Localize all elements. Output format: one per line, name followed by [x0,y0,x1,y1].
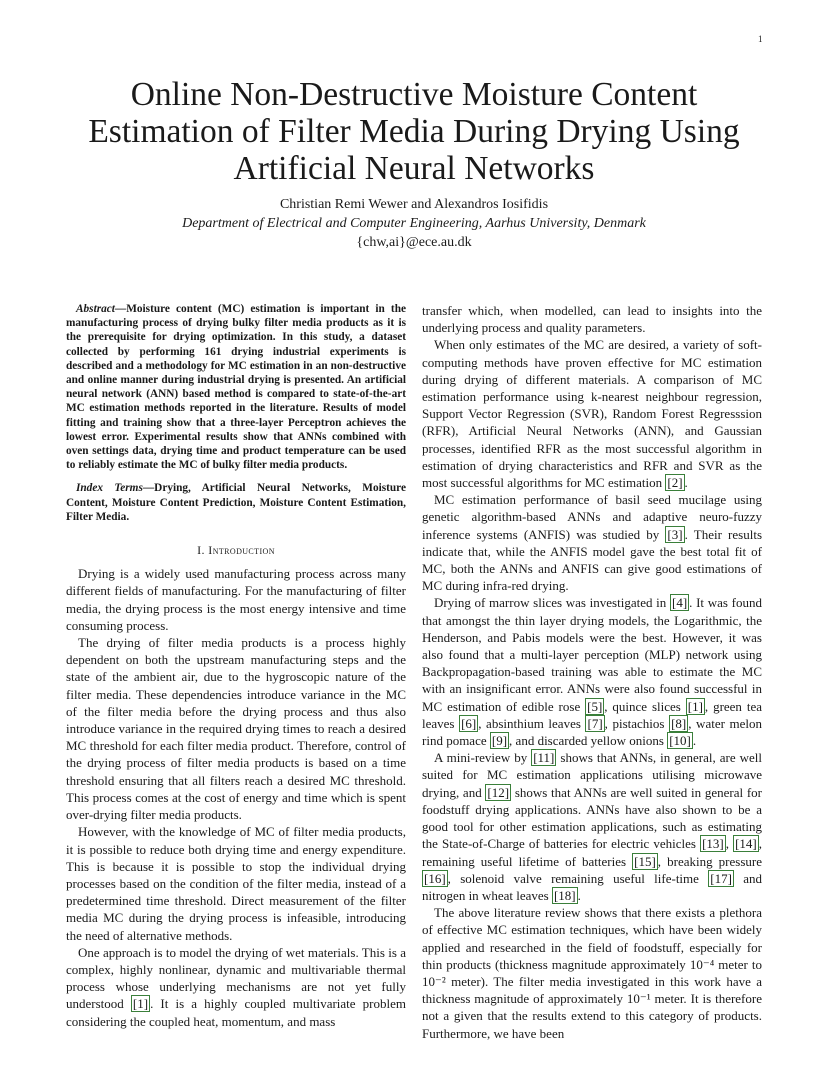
affiliation: Department of Electrical and Computer Engineering, Aarhus University, Denmark [182,216,646,231]
abstract-label: Abstract [76,303,115,315]
text-run: , and discarded yellow onions [509,733,668,749]
index-terms-label: Index Terms [76,482,143,495]
text-run: , breaking pressure [657,853,762,869]
text-run: A mini-review by [434,750,532,766]
index-terms [66,481,406,524]
text-run: , green tea leaves [422,698,762,731]
text-run: , quince slices [604,698,686,714]
citation-link[interactable]: [5] [587,698,603,714]
citation-link[interactable]: [18] [553,887,576,903]
text-run: shows that ANNs, in general, are well suited for MC estimation applications utilising microwave drying, and [422,750,762,800]
authors: Christian Remi Wewer and Alexandros Iosifidis [279,197,549,212]
citation-link[interactable]: [12] [487,784,510,800]
citation-link[interactable]: [8] [671,715,687,731]
text-run: and nitrogen in wheat leaves [422,870,762,903]
citation-link[interactable]: [3] [667,526,683,542]
citation-link[interactable]: [6] [461,715,477,731]
text-run: . It is a highly coupled multivariate problem considering the coupled heat, momentum, and mass [66,996,406,1029]
page-number: 1 [758,34,763,44]
citation-link[interactable]: [14] [735,836,757,852]
paragraph [66,944,406,1030]
section-heading: I. Introduction [197,543,275,558]
right-column [422,302,762,1042]
citation-link[interactable]: [16] [424,870,446,886]
citation-link[interactable]: [2] [667,475,683,491]
citation-link[interactable]: [11] [533,750,555,766]
paragraph: When only estimates of the MC are desired, a variety of soft-computing methods have proven effective for MC estimation during drying of different materials. A comparison of MC estimation performance using k-nearest neighbour regression, Support Vector Regression (SVR), Random Forest Regresssion (RFR), Artificial Neural Networks (ANN), and Gaussian processes, identified RFR as the most successful algorithm in estimation of drying characteristics and RFR and SVR as the most successful algorithms for MC estimation [2] . [422,337,762,491]
paragraph: The drying of filter media products is a process highly dependent on both the upstream manufacturing steps and the state of the ambient air, due to the hygroscopic nature of the filter media. These dependencies introduce variance in the MC of the filter media before the drying process and thus also introduce variance in the required drying times to reach a desired MC threshold for each filter media product. Therefore, control of the drying process of filter media products is based on a time threshold ensuring that all filters reach a desired MC threshold. This process comes at the cost of energy and time which is spent over-drying filter media products. [66,635,406,823]
text-run: One approach is to model the drying of wet materials. This is a complex, highly nonlinear, dynamic and multivariable thermal process whose underlying mechanisms are not yet fully understood [66,944,406,1012]
citation-link[interactable]: [7] [587,715,603,731]
paragraph [422,491,762,594]
paper-title: Online Non-Destructive Moisture Content Estimation of Filter Media During Drying Using Artificial Neural Networks [88,76,740,187]
citation-link[interactable]: [1] [687,698,703,714]
text-run: Drying of marrow slices was investigated in [434,595,670,611]
left-column [66,302,406,1030]
text-run: , solenoid valve remaining useful life-time [447,870,709,886]
text-run: When only estimates of the MC are desired, a variety of soft-computing methods have proven effective for MC estimation during drying of different materials. A comparison of MC estimation performance using k-nearest neighbour regression, Support Vector Regression (SVR), Random Forest Regresssion (RFR), Artificial Neural Networks (ANN), and Gaussian processes, identified RFR as the most successful algorithm in estimation of drying characteristics and RFR and SVR as the most successful algorithms for MC estimation [422,337,762,491]
citation-link[interactable]: [1] [132,996,149,1012]
text-run: MC estimation performance of basil seed mucilage using genetic algorithm-based ANNs and adaptive neuro-fuzzy inference systems (ANFIS) was studied by [422,492,762,542]
text-run: shows that ANNs are well suited in general for foodstuff drying applications. ANNs have also shown to be a good tool for other estimation applications, such as estimating the State-of-Charge of batteries for electric vehicles [422,784,762,852]
paragraph: However, with the knowledge of MC of filter media products, it is possible to reduce both drying time and energy expenditure. This is because it is possible to stop the individual drying processes based on the condition of the filter media, instead of a predetermined time threshold. Direct measurement of the filter media MC during the drying process is infeasible, introducing the need of alternative methods. [66,824,406,943]
text-run: , absinthium leaves [478,715,586,731]
text-run: . Their results indicate that, while the ANFIS model gave the best total fit of MC, both the ANNs and ANFIS can give good estimations of MC during infra-red drying. [422,526,763,594]
text-run: , water melon rind pomace [422,715,762,749]
paragraph: Drying of marrow slices was investigated in [4] . It was found that amongst the thin layer drying models, the Logarithmic, the Henderson, and Pabis models were the best. However, it was also found that a multi-layer perception (MLP) network using Backpropagation-based training was able to estimate the MC with an insignificant error. ANNs were also found successful in MC estimation of edible rose [5] , quince slices [1] , green tea leaves [6] , absinthium leaves [7] , pistachios [8] , water melon rind pomace [9] , and discarded yellow onions [10] . [422,595,762,749]
citation-link[interactable]: [10] [669,733,691,749]
index-terms-text: —Drying, Artificial Neural Networks, Moisture Content, Moisture Content Prediction, Moisture Content Estimation, Filter Media. [66,482,406,523]
paragraph: A mini-review by [11] shows that ANNs, in general, are well suited for MC estimation applications utilising microwave drying, and [12] shows that ANNs are well suited in general for foodstuff drying applications. ANNs have also shown to be a good tool for other estimation applications, such as estimating the State-of-Charge of batteries for electric vehicles [13] , [14] , remaining useful lifetime of batteries [15] , breaking pressure [16] , solenoid valve remaining useful life-time [17] and nitrogen in wheat leaves [18] . [422,750,762,903]
text-run: , pistachios [604,715,670,731]
citation-link[interactable]: [17] [710,870,732,886]
citation-link[interactable]: [13] [702,836,724,852]
text-run: . It was found that amongst the thin layer drying models, the Logarithmic, the Henderson, and Pabis models were the best. However, it was also found that a multi-layer perception (MLP) network using Backpropagation-based training was able to estimate the MC with an insignificant error. ANNs were also found successful in MC estimation of edible rose [422,595,762,714]
text-run: , remaining useful lifetime of batteries [422,836,762,869]
citation-link[interactable]: [15] [634,853,656,869]
paragraph: Drying is a widely used manufacturing process across many different fields of manufacturing. For the manufacturing of filter media, the drying process is the most energy intensive and time consuming process. [66,566,406,633]
abstract [66,302,406,472]
citation-link[interactable]: [4] [671,595,688,611]
citation-link[interactable]: [9] [491,733,508,749]
author-email: {chw,ai}@ece.au.dk [356,235,472,250]
paragraph: transfer which, when modelled, can lead to insights into the underlying process and quality parameters. [422,303,762,336]
abstract-text: —Moisture content (MC) estimation is important in the manufacturing process of drying bulky filter media products as it is the prerequisite for drying optimization. In this study, a dataset collected by performing 161 drying industrial experiments is described and a methodology for MC estimation in an non-destructive and online manner during industrial drying is presented. An artificial neural network (ANN) based method is compared to state-of-the-art MC estimation methods reported in the literature. Results of model fitting and training show that a three-layer Perceptron achieves the lowest error. Experimental results show that ANNs combined with oven settings data, drying time and product temperature can be used to reliably estimate the MC of bulky filter media products. [66,303,406,472]
paragraph: The above literature review shows that there exists a plethora of effective MC estimation techniques, which have been widely applied and researched in the field of foodstuff, especially for thin products (thickness magnitude approximately 10⁻⁴ meter to 10⁻² meter). The filter media investigated in this work have a thickness magnitude of approximately 10⁻¹ meter. It is therefore not a given that the results extend to this category of products. Furthermore, we have been [422,905,762,1041]
